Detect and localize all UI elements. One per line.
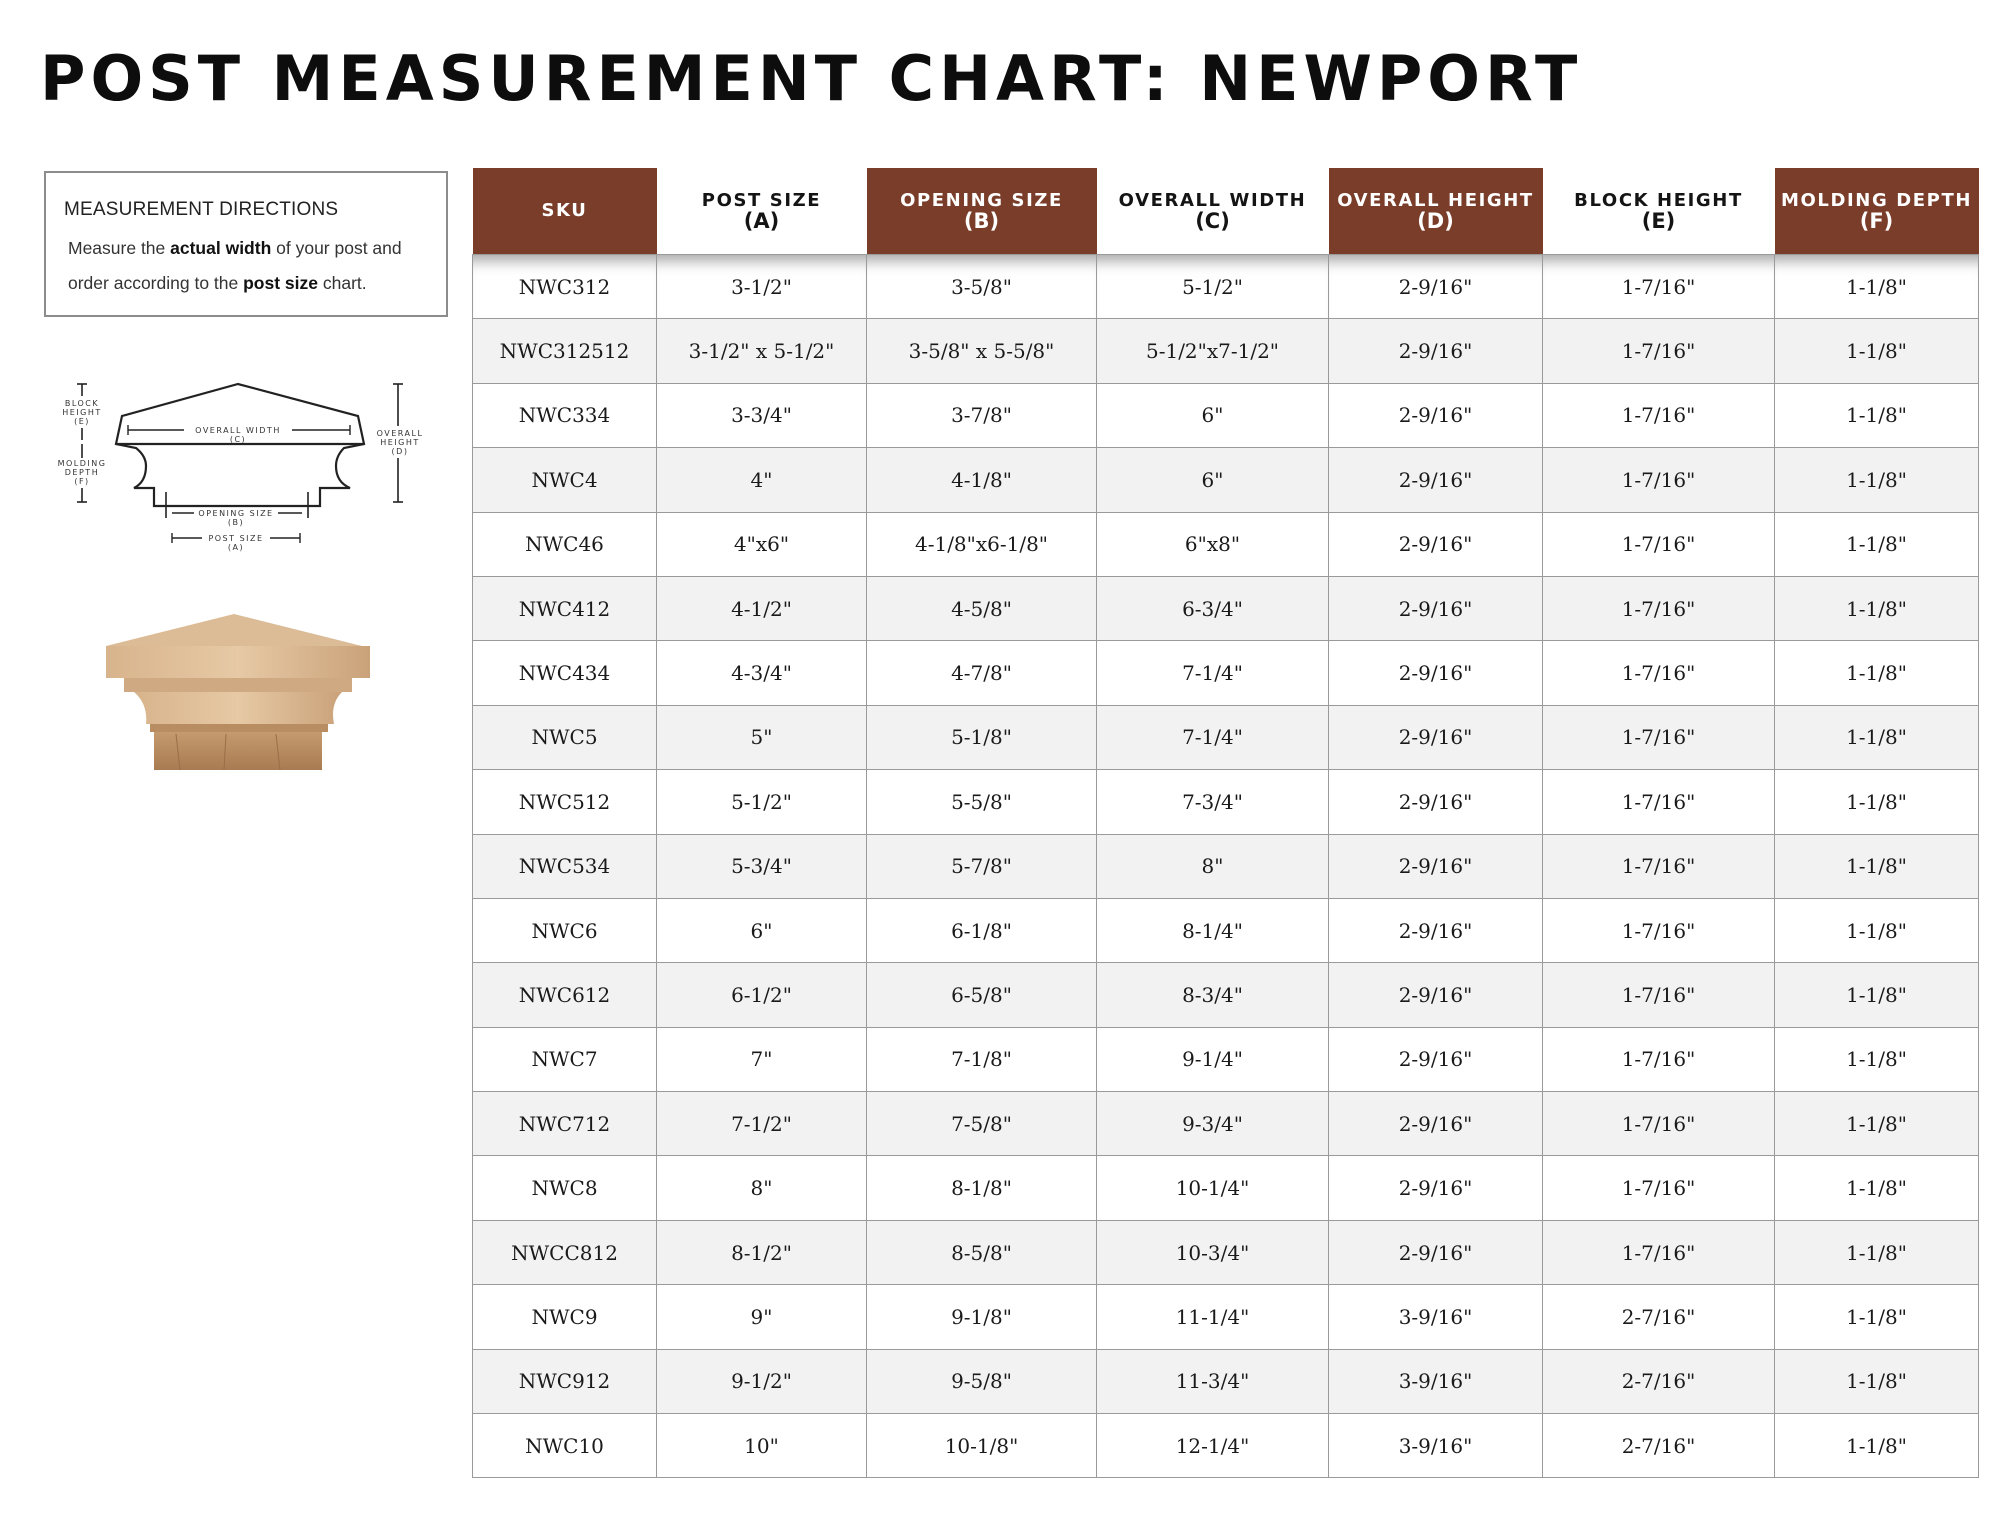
table-row — [473, 705, 1979, 769]
cell-opening-size: 6-5/8" — [867, 963, 1097, 1027]
post-measurement-table — [472, 168, 1979, 1478]
cell-molding-depth: 1-1/8" — [1775, 770, 1979, 834]
cell-sku: NWC412 — [473, 576, 657, 640]
cell-block-height: 1-7/16" — [1543, 705, 1775, 769]
header-letter: (B) — [963, 209, 1000, 233]
cell-overall-width: 10-3/4" — [1097, 1220, 1329, 1284]
header-label: SKU — [541, 200, 588, 221]
cell-sku: NWC334 — [473, 383, 657, 447]
cell-post-size: 4-1/2" — [657, 576, 867, 640]
header-letter: (F) — [1859, 209, 1894, 233]
column-header-overall-width — [1097, 168, 1329, 255]
cell-overall-width: 6" — [1097, 383, 1329, 447]
cell-post-size: 3-1/2" x 5-1/2" — [657, 319, 867, 383]
table-row — [473, 898, 1979, 962]
cell-overall-height: 2-9/16" — [1329, 512, 1543, 576]
header-label: POST SIZE — [701, 190, 822, 211]
label-overall-height: (D) — [391, 447, 409, 456]
header-letter: (E) — [1641, 209, 1676, 233]
label-block-height: HEIGHT — [62, 408, 102, 417]
cell-post-size: 3-3/4" — [657, 383, 867, 447]
cell-block-height: 1-7/16" — [1543, 641, 1775, 705]
cell-overall-height: 3-9/16" — [1329, 1414, 1543, 1478]
cell-overall-width: 8" — [1097, 834, 1329, 898]
cell-block-height: 1-7/16" — [1543, 770, 1775, 834]
cell-opening-size: 9-1/8" — [867, 1285, 1097, 1349]
label-overall-width: OVERALL WIDTH — [195, 426, 281, 435]
cell-sku: NWC7 — [473, 1027, 657, 1091]
cell-sku: NWC6 — [473, 898, 657, 962]
cell-molding-depth: 1-1/8" — [1775, 255, 1979, 319]
table-row — [473, 1092, 1979, 1156]
header-label: BLOCK HEIGHT — [1574, 190, 1743, 211]
table-row — [473, 383, 1979, 447]
cell-block-height: 1-7/16" — [1543, 1156, 1775, 1220]
cell-opening-size: 7-5/8" — [867, 1092, 1097, 1156]
label-block-height: BLOCK — [64, 399, 100, 408]
cell-molding-depth: 1-1/8" — [1775, 1092, 1979, 1156]
cell-molding-depth: 1-1/8" — [1775, 576, 1979, 640]
directions-text: chart. — [318, 273, 367, 293]
cell-overall-width: 12-1/4" — [1097, 1414, 1329, 1478]
cell-overall-width: 6"x8" — [1097, 512, 1329, 576]
cell-opening-size: 5-1/8" — [867, 705, 1097, 769]
cell-block-height: 1-7/16" — [1543, 512, 1775, 576]
cell-post-size: 5-3/4" — [657, 834, 867, 898]
cell-sku: NWC912 — [473, 1349, 657, 1413]
cell-sku: NWC512 — [473, 770, 657, 834]
cell-block-height: 1-7/16" — [1543, 383, 1775, 447]
cell-post-size: 9" — [657, 1285, 867, 1349]
column-header-sku — [473, 168, 657, 255]
directions-line-2 — [68, 266, 428, 301]
cell-overall-height: 2-9/16" — [1329, 1220, 1543, 1284]
cell-overall-height: 2-9/16" — [1329, 576, 1543, 640]
cell-post-size: 10" — [657, 1414, 867, 1478]
cell-overall-width: 7-1/4" — [1097, 705, 1329, 769]
column-header-molding-depth — [1775, 168, 1979, 255]
cell-overall-height: 2-9/16" — [1329, 255, 1543, 319]
cell-sku: NWC4 — [473, 448, 657, 512]
cell-block-height: 1-7/16" — [1543, 448, 1775, 512]
cell-overall-width: 8-3/4" — [1097, 963, 1329, 1027]
cell-block-height: 2-7/16" — [1543, 1349, 1775, 1413]
cell-molding-depth: 1-1/8" — [1775, 319, 1979, 383]
cell-block-height: 1-7/16" — [1543, 576, 1775, 640]
cell-molding-depth: 1-1/8" — [1775, 898, 1979, 962]
cell-molding-depth: 1-1/8" — [1775, 641, 1979, 705]
cell-block-height: 1-7/16" — [1543, 255, 1775, 319]
cell-opening-size: 3-5/8" x 5-5/8" — [867, 319, 1097, 383]
cell-molding-depth: 1-1/8" — [1775, 1349, 1979, 1413]
label-opening-size: (B) — [227, 518, 245, 527]
post-cap-photo — [106, 614, 374, 770]
cell-block-height: 1-7/16" — [1543, 1027, 1775, 1091]
cell-overall-height: 2-9/16" — [1329, 1156, 1543, 1220]
cell-post-size: 3-1/2" — [657, 255, 867, 319]
cell-opening-size: 5-7/8" — [867, 834, 1097, 898]
cell-opening-size: 7-1/8" — [867, 1027, 1097, 1091]
header-label: OVERALL WIDTH — [1118, 190, 1307, 211]
cell-opening-size: 9-5/8" — [867, 1349, 1097, 1413]
cell-block-height: 1-7/16" — [1543, 1092, 1775, 1156]
cell-overall-width: 11-3/4" — [1097, 1349, 1329, 1413]
cell-opening-size: 4-7/8" — [867, 641, 1097, 705]
directions-text: order according to the — [68, 273, 244, 293]
cell-molding-depth: 1-1/8" — [1775, 834, 1979, 898]
table-row — [473, 255, 1979, 319]
table-row — [473, 576, 1979, 640]
label-molding-depth: DEPTH — [64, 468, 100, 477]
table-row — [473, 512, 1979, 576]
cell-opening-size: 10-1/8" — [867, 1414, 1097, 1478]
cell-overall-width: 11-1/4" — [1097, 1285, 1329, 1349]
cell-overall-width: 7-1/4" — [1097, 641, 1329, 705]
cell-block-height: 1-7/16" — [1543, 319, 1775, 383]
cell-block-height: 2-7/16" — [1543, 1414, 1775, 1478]
cell-overall-width: 9-3/4" — [1097, 1092, 1329, 1156]
header-label: OVERALL HEIGHT — [1337, 190, 1534, 211]
cell-post-size: 8-1/2" — [657, 1220, 867, 1284]
cell-sku: NWC5 — [473, 705, 657, 769]
cell-opening-size: 4-1/8" — [867, 448, 1097, 512]
label-molding-depth: (F) — [74, 477, 90, 486]
table-row — [473, 770, 1979, 834]
cell-overall-height: 2-9/16" — [1329, 770, 1543, 834]
cell-post-size: 5-1/2" — [657, 770, 867, 834]
column-header-overall-height — [1329, 168, 1543, 255]
cell-opening-size: 4-1/8"x6-1/8" — [867, 512, 1097, 576]
cell-post-size: 4"x6" — [657, 512, 867, 576]
cell-overall-width: 10-1/4" — [1097, 1156, 1329, 1220]
cell-post-size: 7" — [657, 1027, 867, 1091]
cell-overall-width: 5-1/2" — [1097, 255, 1329, 319]
table-row — [473, 1349, 1979, 1413]
cell-opening-size: 6-1/8" — [867, 898, 1097, 962]
table-row — [473, 834, 1979, 898]
cell-overall-height: 3-9/16" — [1329, 1349, 1543, 1413]
cell-overall-height: 2-9/16" — [1329, 963, 1543, 1027]
cell-molding-depth: 1-1/8" — [1775, 963, 1979, 1027]
cell-sku: NWC8 — [473, 1156, 657, 1220]
directions-emphasis: actual width — [170, 238, 272, 258]
cell-overall-width: 6-3/4" — [1097, 576, 1329, 640]
cell-post-size: 9-1/2" — [657, 1349, 867, 1413]
cell-post-size: 4-3/4" — [657, 641, 867, 705]
header-label: OPENING SIZE — [900, 190, 1063, 211]
table-row — [473, 641, 1979, 705]
cell-post-size: 4" — [657, 448, 867, 512]
header-letter: (C) — [1195, 209, 1230, 233]
label-post-size: (A) — [227, 543, 245, 552]
cell-opening-size: 3-7/8" — [867, 383, 1097, 447]
cell-overall-height: 2-9/16" — [1329, 898, 1543, 962]
label-block-height: (E) — [74, 417, 90, 426]
cell-opening-size: 4-5/8" — [867, 576, 1097, 640]
cell-overall-width: 8-1/4" — [1097, 898, 1329, 962]
table-row — [473, 1220, 1979, 1284]
label-overall-height: HEIGHT — [380, 438, 420, 447]
cell-post-size: 8" — [657, 1156, 867, 1220]
label-molding-depth: MOLDING — [57, 459, 107, 468]
column-header-block-height — [1543, 168, 1775, 255]
cell-molding-depth: 1-1/8" — [1775, 1156, 1979, 1220]
table-row — [473, 448, 1979, 512]
label-opening-size: OPENING SIZE — [198, 509, 274, 518]
table-row — [473, 1414, 1979, 1478]
table-row — [473, 1027, 1979, 1091]
cell-overall-width: 5-1/2"x7-1/2" — [1097, 319, 1329, 383]
cell-sku: NWC9 — [473, 1285, 657, 1349]
cell-opening-size: 8-1/8" — [867, 1156, 1097, 1220]
cell-opening-size: 8-5/8" — [867, 1220, 1097, 1284]
cell-block-height: 1-7/16" — [1543, 1220, 1775, 1284]
cell-molding-depth: 1-1/8" — [1775, 1285, 1979, 1349]
cell-molding-depth: 1-1/8" — [1775, 512, 1979, 576]
cell-sku: NWC712 — [473, 1092, 657, 1156]
cell-sku: NWC312 — [473, 255, 657, 319]
cell-overall-height: 2-9/16" — [1329, 1027, 1543, 1091]
cell-sku: NWC312512 — [473, 319, 657, 383]
cell-molding-depth: 1-1/8" — [1775, 1027, 1979, 1091]
cell-molding-depth: 1-1/8" — [1775, 705, 1979, 769]
cell-overall-height: 2-9/16" — [1329, 319, 1543, 383]
column-header-opening-size — [867, 168, 1097, 255]
cell-post-size: 6-1/2" — [657, 963, 867, 1027]
cell-sku: NWCC812 — [473, 1220, 657, 1284]
cell-molding-depth: 1-1/8" — [1775, 383, 1979, 447]
cell-overall-width: 7-3/4" — [1097, 770, 1329, 834]
cell-overall-width: 9-1/4" — [1097, 1027, 1329, 1091]
cell-overall-height: 2-9/16" — [1329, 448, 1543, 512]
header-label: MOLDING DEPTH — [1780, 190, 1972, 211]
label-overall-height: OVERALL — [376, 429, 424, 438]
post-cap-diagram — [50, 378, 430, 578]
cell-sku: NWC612 — [473, 963, 657, 1027]
label-post-size: POST SIZE — [208, 534, 264, 543]
cell-opening-size: 3-5/8" — [867, 255, 1097, 319]
cell-molding-depth: 1-1/8" — [1775, 1414, 1979, 1478]
cell-sku: NWC434 — [473, 641, 657, 705]
table-row — [473, 1156, 1979, 1220]
directions-text: Measure the — [68, 238, 171, 258]
cell-block-height: 1-7/16" — [1543, 963, 1775, 1027]
header-letter: (A) — [743, 209, 780, 233]
cell-post-size: 5" — [657, 705, 867, 769]
table-row — [473, 963, 1979, 1027]
cell-overall-height: 2-9/16" — [1329, 383, 1543, 447]
directions-text: of your post and — [271, 238, 402, 258]
header-letter: (D) — [1417, 209, 1454, 233]
table-row — [473, 1285, 1979, 1349]
cell-molding-depth: 1-1/8" — [1775, 448, 1979, 512]
cell-sku: NWC46 — [473, 512, 657, 576]
directions-line-1 — [68, 231, 428, 266]
column-header-post-size — [657, 168, 867, 255]
page-title: POST MEASUREMENT CHART: NEWPORT — [40, 42, 1583, 115]
cell-overall-height: 2-9/16" — [1329, 641, 1543, 705]
directions-emphasis: post size — [243, 273, 318, 293]
cell-overall-height: 2-9/16" — [1329, 834, 1543, 898]
cell-overall-height: 2-9/16" — [1329, 1092, 1543, 1156]
table-body — [473, 255, 1979, 1478]
cell-overall-width: 6" — [1097, 448, 1329, 512]
table-header-row — [473, 168, 1979, 255]
cell-molding-depth: 1-1/8" — [1775, 1220, 1979, 1284]
cell-sku: NWC534 — [473, 834, 657, 898]
measurement-directions-box — [44, 171, 448, 317]
cell-sku: NWC10 — [473, 1414, 657, 1478]
table-row — [473, 319, 1979, 383]
cell-overall-height: 3-9/16" — [1329, 1285, 1543, 1349]
cell-post-size: 7-1/2" — [657, 1092, 867, 1156]
label-overall-width: (C) — [229, 435, 247, 444]
cell-block-height: 1-7/16" — [1543, 834, 1775, 898]
directions-heading: MEASUREMENT DIRECTIONS — [64, 199, 339, 220]
cell-opening-size: 5-5/8" — [867, 770, 1097, 834]
cell-block-height: 2-7/16" — [1543, 1285, 1775, 1349]
cell-overall-height: 2-9/16" — [1329, 705, 1543, 769]
cell-post-size: 6" — [657, 898, 867, 962]
cell-block-height: 1-7/16" — [1543, 898, 1775, 962]
